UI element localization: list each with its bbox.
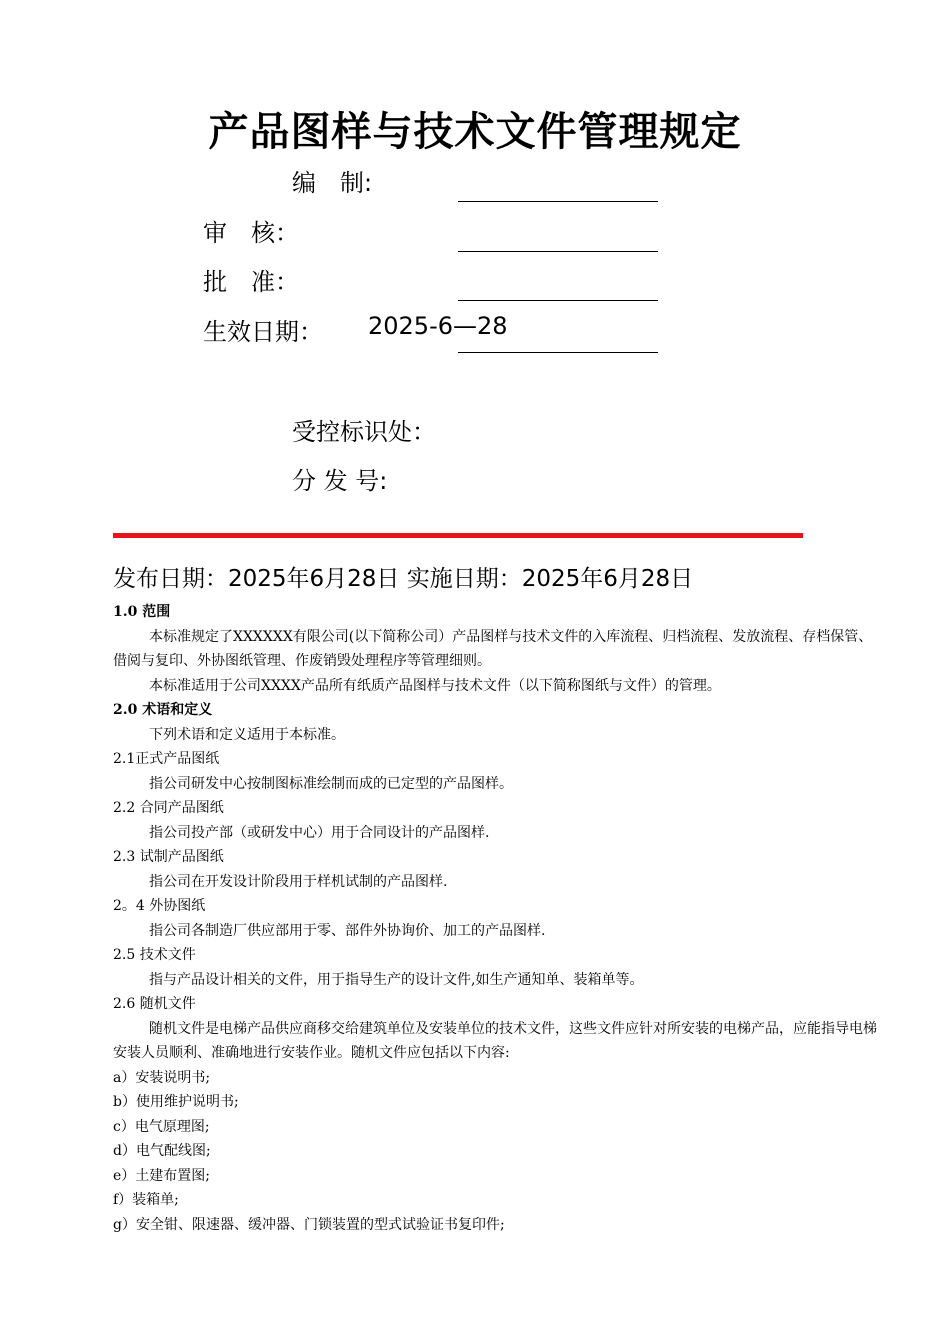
- paragraph: f）装箱单;: [113, 1192, 179, 1208]
- paragraph: c）电气原理图;: [113, 1118, 210, 1135]
- editor-signature-line: [458, 201, 658, 202]
- paragraph: 本标准适用于公司XXXX产品所有纸质产品图样与技术文件（以下简称图纸与文件）的管理。: [149, 677, 721, 694]
- section-heading: 1.0 范围: [113, 604, 171, 620]
- paragraph: 2.5 技术文件: [113, 947, 196, 963]
- paragraph: 下列术语和定义适用于本标准。: [149, 726, 345, 743]
- distribution-number-label: 分 发 号:: [292, 467, 388, 495]
- paragraph: d）电气配线图;: [113, 1143, 211, 1159]
- paragraph: 2.1正式产品图纸: [113, 751, 220, 767]
- document-body: [113, 600, 883, 1237]
- paragraph: 2.2 合同产品图纸: [113, 800, 224, 816]
- paragraph: 指与产品设计相关的文件，用于指导生产的设计文件,如生产通知单、装箱单等。: [149, 971, 644, 988]
- red-divider: [113, 533, 803, 538]
- paragraph: 指公司在开发设计阶段用于样机试制的产品图样.: [149, 873, 448, 890]
- control-mark-label: 受控标识处：: [292, 418, 436, 446]
- publish-dates: 发布日期：2025年6月28日 实施日期：2025年6月28日: [113, 566, 694, 592]
- approver-label: 批 准：: [203, 268, 299, 296]
- paragraph: 本标准规定了XXXXXX有限公司(以下简称公司）产品图样与技术文件的入库流程、归档流程、发放流程、存档保管、借阅与复印、外协图纸管理、作废销毁处理程序等管理细则。: [113, 628, 873, 669]
- effective-date-line: [458, 352, 658, 353]
- paragraph: b）使用维护说明书;: [113, 1094, 239, 1110]
- editor-label: 编 制:: [292, 169, 373, 197]
- paragraph: 指公司研发中心按制图标准绘制而成的已定型的产品图样。: [149, 775, 513, 792]
- paragraph: a）安装说明书;: [113, 1069, 211, 1086]
- paragraph: g）安全钳、限速器、缓冲器、门锁装置的型式试验证书复印件;: [113, 1216, 505, 1233]
- paragraph: 2.6 随机文件: [113, 996, 196, 1012]
- effective-date-value: 2025-6—28: [368, 312, 508, 340]
- paragraph: 指公司各制造厂供应部用于零、部件外协询价、加工的产品图样.: [149, 922, 546, 939]
- document-title: 产品图样与技术文件管理规定: [208, 109, 742, 155]
- paragraph: 随机文件是电梯产品供应商移交给建筑单位及安装单位的技术文件，这些文件应针对所安装的电梯产品，应能指导电梯安装人员顺利、准确地进行安装作业。随机文件应包括以下内容:: [113, 1020, 877, 1061]
- paragraph: e）土建布置图;: [113, 1167, 211, 1184]
- paragraph: 2.3 试制产品图纸: [113, 849, 224, 865]
- effective-date-label: 生效日期：: [203, 318, 323, 346]
- reviewer-label: 审 核：: [203, 219, 299, 247]
- approver-signature-line: [458, 300, 658, 301]
- section-heading: 2.0 术语和定义: [113, 702, 213, 718]
- paragraph: 指公司投产部（或研发中心）用于合同设计的产品图样.: [149, 824, 490, 841]
- reviewer-signature-line: [458, 251, 658, 252]
- paragraph: 2。4 外协图纸: [113, 898, 206, 914]
